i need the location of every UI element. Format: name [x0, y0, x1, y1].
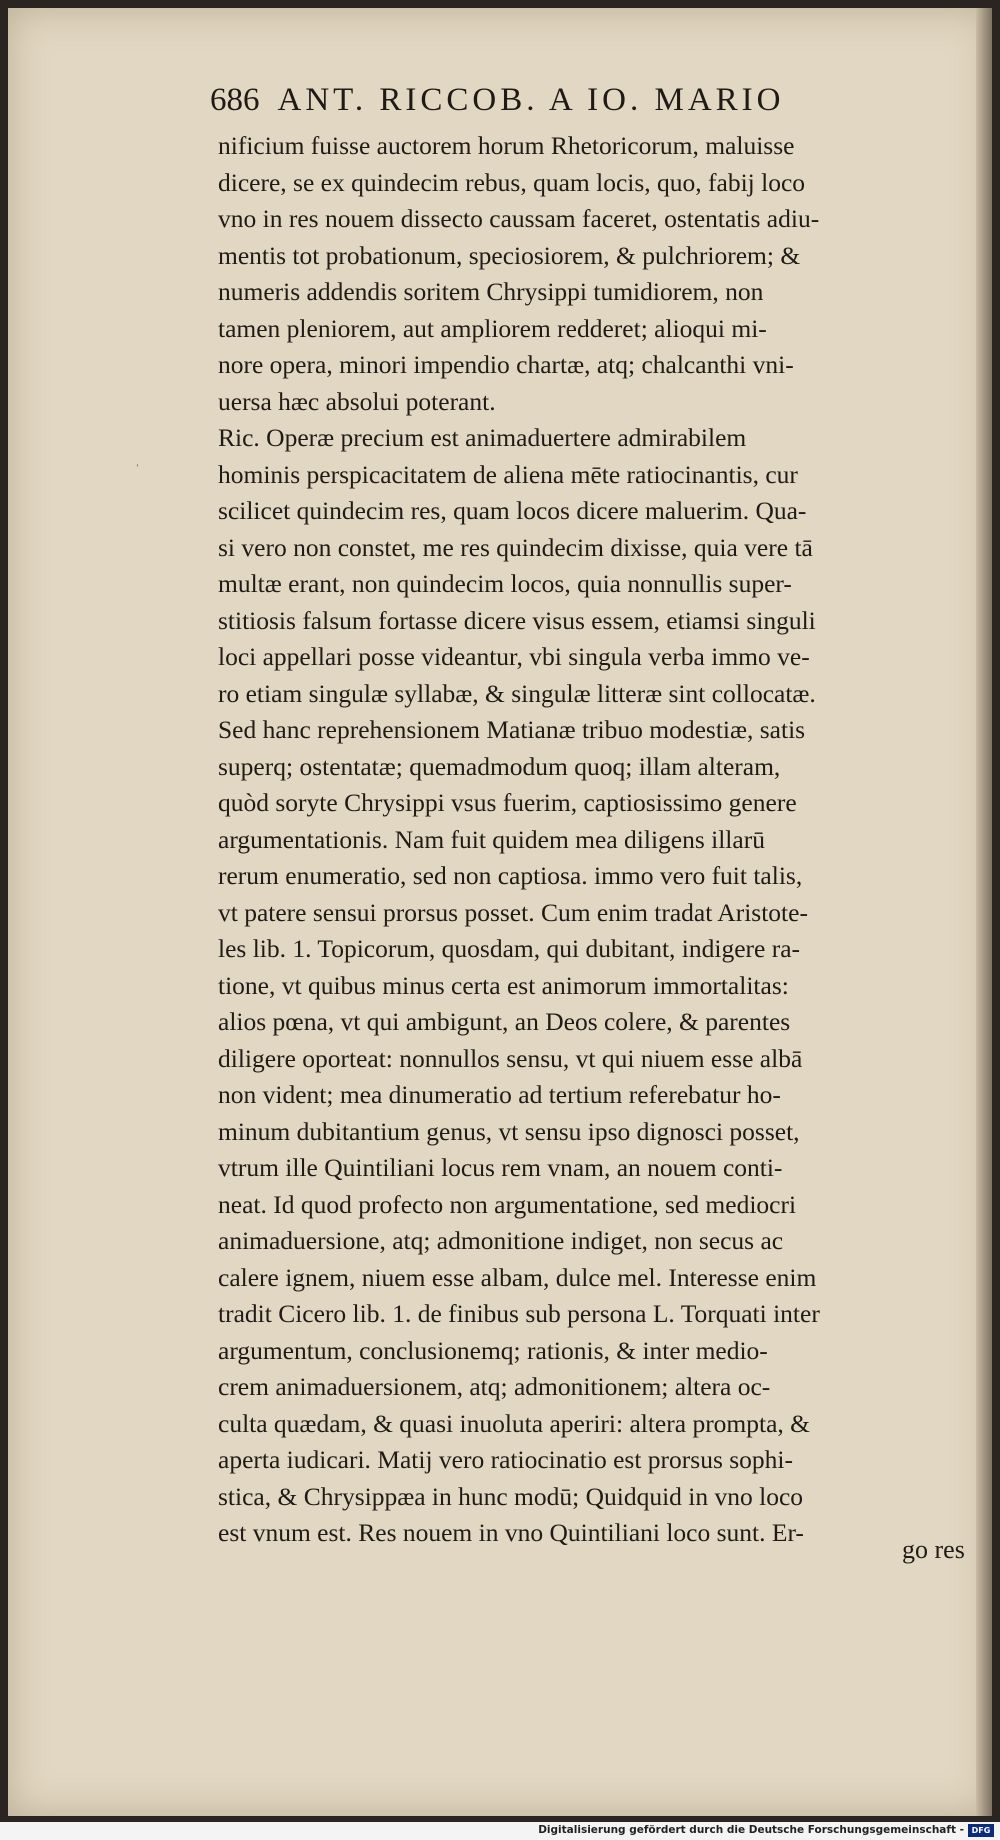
text-line: tradit Cicero lib. 1. de finibus sub persona L. Torquati inter [218, 1299, 820, 1328]
text-line: scilicet quindecim res, quam locos dicere maluerim. Qua- [218, 496, 807, 525]
text-line: numeris addendis soritem Chrysippi tumidiorem, non [218, 277, 764, 306]
text-line: vtrum ille Quintiliani locus rem vnam, an nouem conti- [218, 1153, 783, 1182]
text-line: quòd soryte Chrysippi vsus fuerim, captiosissimo genere [218, 788, 797, 817]
text-line: alios pœna, vt qui ambigunt, an Deos colere, & parentes [218, 1007, 791, 1036]
text-line: animaduersione, atq; admonitione indiget, non secus ac [218, 1226, 784, 1255]
text-line: multæ erant, non quindecim locos, quia nonnullis super- [218, 569, 792, 598]
running-title: ANT. RICCOB. A IO. MARIO [277, 82, 785, 118]
text-line: loci appellari posse videantur, vbi singula verba immo ve- [218, 642, 810, 671]
text-line: argumentum, conclusionemq; rationis, & inter medio- [218, 1335, 768, 1365]
body-text [218, 128, 960, 1552]
text-line: calere ignem, niuem esse albam, dulce mel. Interesse enim [218, 1262, 817, 1292]
text-line: diligere oporteat: nonnullos sensu, vt qui niuem esse albā [218, 1043, 803, 1073]
text-line: uersa hæc absolui poterant. [218, 386, 496, 416]
text-line: stica, & Chrysippæa in hunc modū; Quidquid in vno loco [218, 1481, 804, 1511]
text-line: culta quædam, & quasi inuoluta aperiri: altera prompta, & [218, 1408, 811, 1438]
text-line: dicere, se ex quindecim rebus, quam locis, quo, fabij loco [218, 167, 806, 197]
text-line: argumentationis. Nam fuit quidem mea diligens illarū [218, 824, 765, 854]
text-line: non vident; mea dinumeratio ad tertium referebatur ho- [218, 1080, 781, 1109]
text-line: est vnum est. Res nouem in vno Quintiliani loco sunt. Er- [218, 1518, 804, 1547]
text-line: minum dubitantium genus, vt sensu ipso dignosci posset, [218, 1116, 800, 1146]
text-line: tione, vt quibus minus certa est animorum immortalitas: [218, 970, 789, 1000]
text-line: nificium fuisse auctorem horum Rhetoricorum, maluisse [218, 131, 795, 160]
text-line: rerum enumeratio, sed non captiosa. immo vero fuit talis, [218, 861, 803, 890]
text-line: tamen pleniorem, aut ampliorem redderet; alioqui mi- [218, 313, 767, 343]
text-line: Sed hanc reprehensionem Matianæ tribuo modestiæ, satis [218, 715, 806, 744]
catchword: go res [902, 1535, 965, 1564]
text-line: Ric. Operæ precium est animaduertere admirabilem [218, 423, 747, 452]
page-number: 686 [210, 82, 260, 118]
text-line: les lib. 1. Topicorum, quosdam, qui dubitant, indigere ra- [218, 934, 801, 963]
text-line: hominis perspicacitatem de aliena mēte ratiocinantis, cur [218, 459, 798, 489]
dfg-logo: DFG [968, 1824, 994, 1837]
text-line: aperta iudicari. Matij vero ratiocinatio est prorsus sophi- [218, 1445, 793, 1474]
running-head [210, 82, 785, 119]
margin-mark: ˈ [135, 463, 140, 478]
text-line: ro etiam singulæ syllabæ, & singulæ litteræ sint collocatæ. [218, 678, 816, 708]
text-line: vt patere sensui prorsus posset. Cum enim tradat Aristote- [218, 897, 808, 927]
text-line: mentis tot probationum, speciosiorem, & pulchriorem; & [218, 240, 801, 270]
text-line: si vero non constet, me res quindecim dixisse, quia vere tā [218, 532, 813, 562]
text-line: superq; ostentatæ; quemadmodum quoq; illam alteram, [218, 751, 781, 781]
text-line: crem animaduersionem, atq; admonitionem; altera oc- [218, 1372, 771, 1401]
text-line: neat. Id quod profecto non argumentatione, sed mediocri [218, 1189, 797, 1219]
text-line: stitiosis falsum fortasse dicere visus essem, etiamsi singuli [218, 605, 816, 635]
text-line: vno in res nouem dissecto caussam faceret, ostentatis adiu- [218, 204, 820, 233]
digitization-credit: Digitalisierung gefördert durch die Deutsche Forschungsgemeinschaft - [538, 1824, 964, 1836]
page-gutter-shadow [976, 8, 992, 1816]
text-line: nore opera, minori impendio chartæ, atq; chalcanthi vni- [218, 350, 794, 379]
